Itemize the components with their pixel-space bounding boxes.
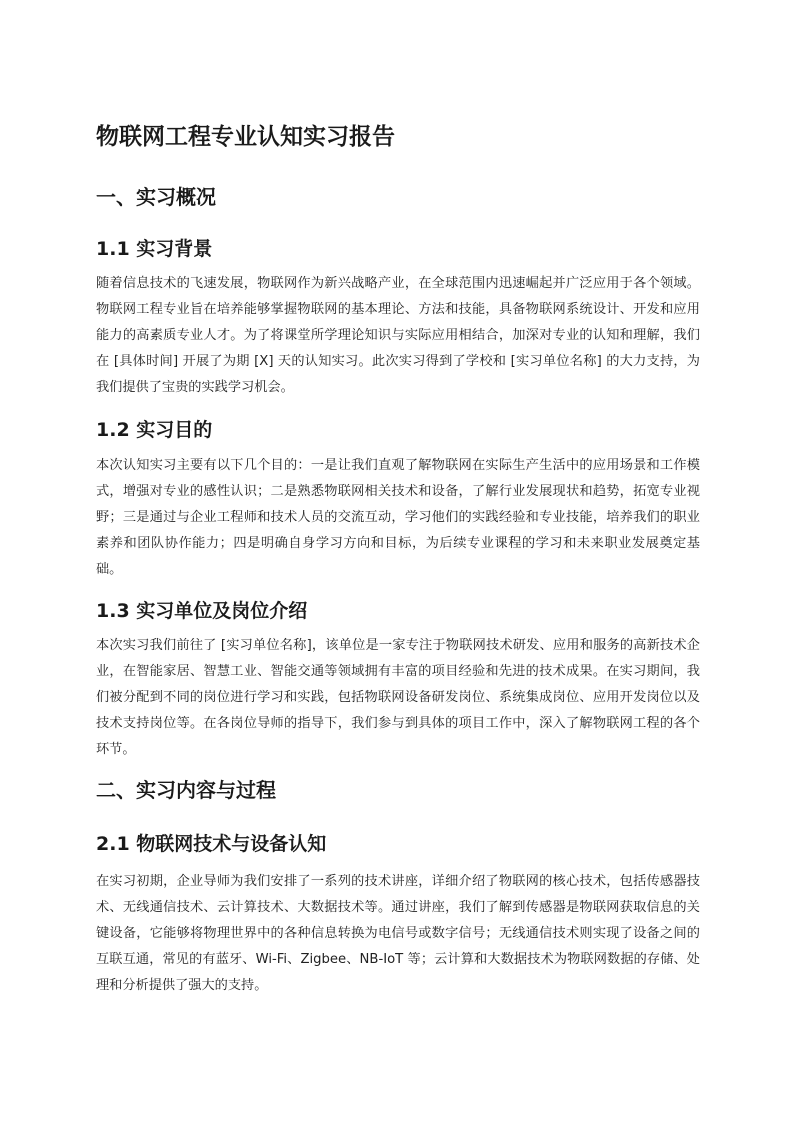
section-heading-overview: 一、实习概况 [96, 185, 216, 209]
paragraph-purpose: 本次认知实习主要有以下几个目的：一是让我们直观了解物联网在实际生产生活中的应用场景和工作模式，增强对专业的感性认识；二是熟悉物联网相关技术和设备，了解行业发展现状和趋势，拓宽专业视野；三是通过与企业工程师和技术人员的交流互动，学习他们的实践经验和专业技能，培养我们的职业素养和团队协作能力；四是明确自身学习方向和目标，为后续专业课程的学习和未来职业发展奠定基础。 [96, 458, 700, 577]
section-heading-content: 二、实习内容与过程 [96, 778, 276, 802]
paragraph-tech: 在实习初期，企业导师为我们安排了一系列的技术讲座，详细介绍了物联网的核心技术，包括传感器技术、无线通信技术、云计算技术、大数据技术等。通过讲座，我们了解到传感器是物联网获取信息的关键设备，它能够将物理世界中的各种信息转换为电信号或数字信号；无线通信技术则实现了设备之间的互联互通，常见的有蓝牙、Wi-Fi、Zigbee、NB-IoT 等；云计算和大数据技术为物联网数据的存储、处理和分析提供了强大的支持。 [96, 874, 700, 993]
paragraph-background: 随着信息技术的飞速发展，物联网作为新兴战略产业，在全球范围内迅速崛起并广泛应用于各个领域。物联网工程专业旨在培养能够掌握物联网的基本理论、方法和技能，具备物联网系统设计、开发和应用能力的高素质专业人才。为了将课堂所学理论知识与实际应用相结合，加深对专业的认知和理解，我们在 [具体时间] 开展了为期 [X] 天的认知实习。此次实习得到了学校和 [实习单位名称] 的大力支持，为我们提供了宝贵的实践学习机会。 [96, 276, 700, 395]
subsection-heading-purpose: 1.2 实习目的 [96, 419, 213, 441]
paragraph-unit: 本次实习我们前往了 [实习单位名称]，该单位是一家专注于物联网技术研发、应用和服务的高新技术企业，在智能家居、智慧工业、智能交通等领域拥有丰富的项目经验和先进的技术成果。在实习期间，我们被分配到不同的岗位进行学习和实践，包括物联网设备研发岗位、系统集成岗位、应用开发岗位以及技术支持岗位等。在各岗位导师的指导下，我们参与到具体的项目工作中，深入了解物联网工程的各个环节。 [96, 638, 700, 757]
subsection-heading-tech: 2.1 物联网技术与设备认知 [96, 833, 327, 855]
subsection-heading-background: 1.1 实习背景 [96, 238, 213, 260]
document-title: 物联网工程专业认知实习报告 [96, 124, 395, 150]
subsection-heading-unit: 1.3 实习单位及岗位介绍 [96, 600, 308, 622]
